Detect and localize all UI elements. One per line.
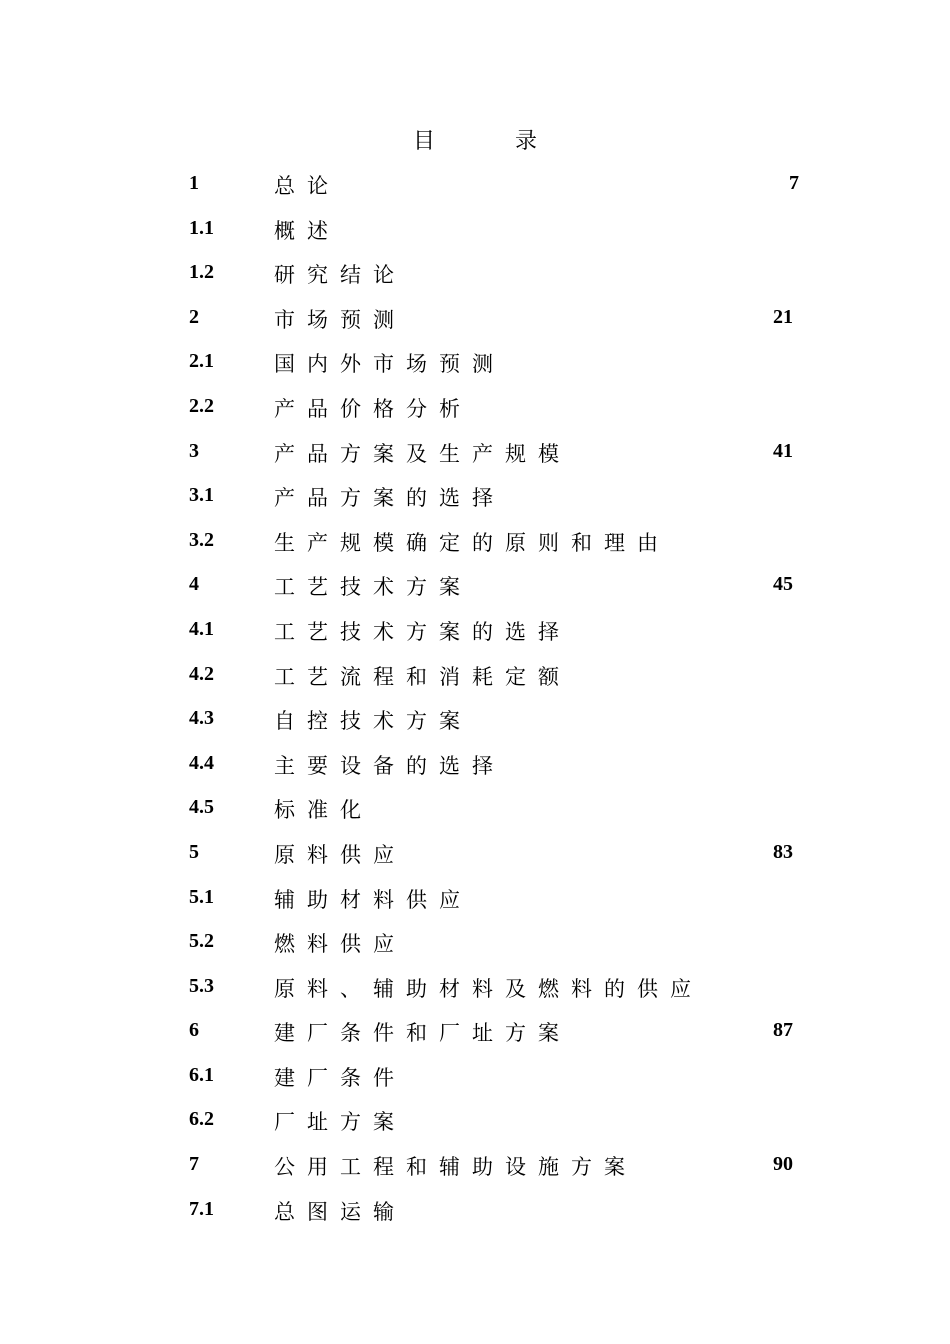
- toc-entry-title: 工艺流程和消耗定额: [274, 664, 571, 689]
- toc-entry-number: 7.1: [189, 1197, 214, 1220]
- toc-entry[interactable]: [0, 517, 950, 562]
- toc-entry[interactable]: [0, 1096, 950, 1141]
- toc-entry[interactable]: [0, 918, 950, 963]
- toc-entry-number: 3.1: [189, 484, 214, 507]
- toc-entry[interactable]: [0, 472, 950, 517]
- toc-entry-title: 自控技术方案: [274, 709, 472, 734]
- toc-entry-number: 7: [189, 1153, 199, 1176]
- toc-entry-title: 生产规模确定的原则和理由: [274, 530, 670, 555]
- toc-entry-title: 建厂条件和厂址方案: [274, 1021, 571, 1046]
- toc-entry-title: 总图运输: [274, 1199, 406, 1224]
- toc-entry-number: 5.1: [189, 885, 214, 908]
- toc-entry[interactable]: [0, 1186, 950, 1231]
- toc-entry[interactable]: [0, 338, 950, 383]
- toc-entry-number: 5: [189, 840, 199, 863]
- toc-entry-title: 产品方案的选择: [274, 486, 505, 511]
- toc-entry-title: 辅助材料供应: [274, 887, 472, 912]
- toc-entry[interactable]: [0, 205, 950, 250]
- toc-entry-number: 1.2: [189, 261, 214, 284]
- toc-entry-page-number: 41: [773, 439, 793, 462]
- toc-entry-page-number: 87: [773, 1019, 793, 1042]
- toc-entry[interactable]: [0, 784, 950, 829]
- toc-entry-number: 2.2: [189, 394, 214, 417]
- toc-entry-number: 4.5: [189, 796, 214, 819]
- toc-entry[interactable]: [0, 383, 950, 428]
- toc-entry-number: 4: [189, 573, 199, 596]
- toc-entry-title: 主要设备的选择: [274, 753, 505, 778]
- toc-entry[interactable]: [0, 829, 950, 874]
- toc-entry-title: 总论: [274, 174, 340, 198]
- toc-entry-title: 工艺技术方案的选择: [274, 619, 571, 644]
- toc-entry[interactable]: [0, 695, 950, 740]
- toc-entry-number: 3: [189, 439, 199, 462]
- toc-entry-number: 4.4: [189, 751, 214, 774]
- toc-entry[interactable]: [0, 740, 950, 785]
- toc-entry[interactable]: [0, 1007, 950, 1052]
- toc-entry-title: 国内外市场预测: [274, 352, 505, 377]
- toc-entry-title: 原料、辅助材料及燃料的供应: [274, 976, 703, 1001]
- toc-entry-title: 原料供应: [274, 842, 406, 867]
- toc-entry-number: 2.1: [189, 350, 214, 373]
- toc-entry-title: 燃料供应: [274, 932, 406, 957]
- toc-entry-page-number: 7: [789, 172, 799, 194]
- toc-entry[interactable]: [0, 1141, 950, 1186]
- toc-entry-number: 4.1: [189, 617, 214, 640]
- toc-entry-number: 6: [189, 1019, 199, 1042]
- toc-entry-title: 产品方案及生产规模: [274, 441, 571, 466]
- toc-entry-title: 建厂条件: [274, 1065, 406, 1090]
- toc-entry-number: 2: [189, 305, 199, 328]
- toc-entry[interactable]: [0, 963, 950, 1008]
- toc-entry-title: 厂址方案: [274, 1110, 406, 1135]
- toc-entry[interactable]: [0, 160, 950, 205]
- toc-list: [0, 160, 950, 1230]
- toc-entry-page-number: 83: [773, 840, 793, 863]
- toc-entry-page-number: 45: [773, 573, 793, 596]
- toc-entry-title: 公用工程和辅助设施方案: [274, 1155, 637, 1180]
- toc-heading: [0, 124, 950, 155]
- toc-entry-page-number: 90: [773, 1153, 793, 1176]
- toc-entry[interactable]: [0, 428, 950, 473]
- toc-entry[interactable]: [0, 651, 950, 696]
- toc-entry-page-number: 21: [773, 305, 793, 328]
- toc-entry-title: 标准化: [274, 798, 373, 823]
- toc-entry-number: 4.3: [189, 707, 214, 730]
- toc-heading-left: 目: [412, 129, 435, 154]
- toc-entry[interactable]: [0, 561, 950, 606]
- toc-entry-title: 工艺技术方案: [274, 575, 472, 600]
- toc-entry[interactable]: [0, 606, 950, 651]
- toc-entry-title: 产品价格分析: [274, 396, 472, 421]
- toc-heading-right: 录: [515, 129, 538, 154]
- toc-entry-number: 3.2: [189, 528, 214, 551]
- toc-entry-title: 市场预测: [274, 307, 406, 332]
- toc-entry-title: 研究结论: [274, 263, 406, 288]
- toc-entry-number: 4.2: [189, 662, 214, 685]
- toc-entry-number: 6.2: [189, 1108, 214, 1131]
- toc-entry-number: 6.1: [189, 1063, 214, 1086]
- toc-entry[interactable]: [0, 294, 950, 339]
- toc-entry[interactable]: [0, 874, 950, 919]
- toc-entry-title: 概述: [274, 218, 340, 243]
- toc-entry-number: 1.1: [189, 216, 214, 239]
- toc-entry-number: 5.3: [189, 974, 214, 997]
- toc-entry-number: 5.2: [189, 930, 214, 953]
- toc-entry[interactable]: [0, 1052, 950, 1097]
- toc-entry[interactable]: [0, 249, 950, 294]
- toc-entry-number: 1: [189, 172, 199, 194]
